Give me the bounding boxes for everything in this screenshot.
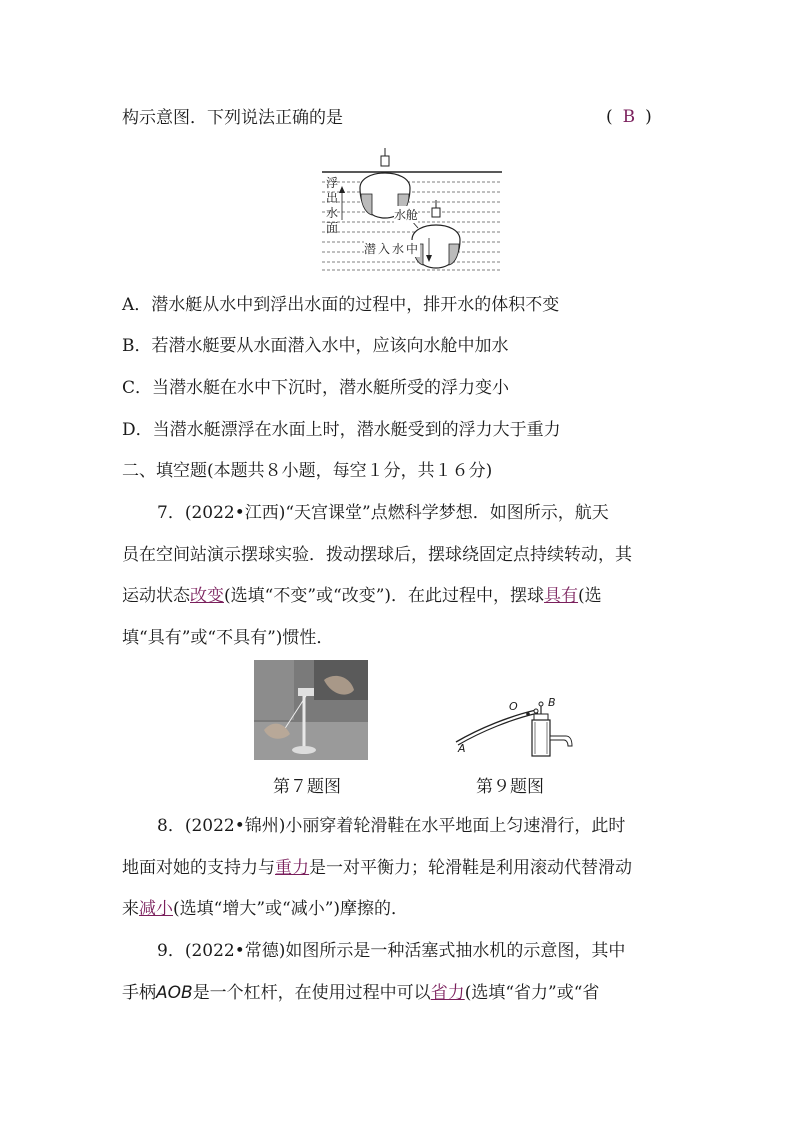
label-dive: 潜入水中 bbox=[364, 242, 421, 256]
q8-line1: 8．(2022•锦州)小丽穿着轮滑鞋在水平地面上匀速滑行，此时 bbox=[157, 816, 626, 836]
section-title: 二、填空题(本题共８小题，每空１分，共１６分) bbox=[122, 461, 493, 481]
q9-line2 bbox=[122, 982, 599, 1004]
label-o: O bbox=[509, 700, 518, 713]
q7-line4: 填“具有”或“不具有”)惯性． bbox=[122, 628, 334, 648]
q9-line1: 9．(2022•常德)如图所示是一种活塞式抽水机的示意图，其中 bbox=[157, 941, 626, 961]
q6-answer bbox=[606, 107, 652, 127]
q8-answer-2: 减小 bbox=[139, 899, 173, 919]
fig7-caption: 第７题图 bbox=[273, 777, 341, 797]
q7-line1: 7．(2022•江西)“天宫课堂”点燃科学梦想．如图所示，航天 bbox=[157, 503, 609, 523]
label-b: B bbox=[548, 696, 556, 709]
q8-text: 来 bbox=[122, 899, 139, 919]
q9-text: 手柄 bbox=[122, 983, 156, 1003]
label-tank: 水舱 bbox=[394, 208, 419, 222]
q8-answer-1: 重力 bbox=[275, 858, 309, 878]
q7-answer-1: 改变 bbox=[190, 586, 224, 606]
q6-option-c: C．当潜水艇在水中下沉时，潜水艇所受的浮力变小 bbox=[122, 378, 510, 398]
submarine-figure bbox=[322, 148, 502, 273]
q6-option-a: A．潜水艇从水中到浮出水面的过程中，排开水的体积不变 bbox=[122, 295, 560, 315]
q7-line2: 员在空间站演示摆球实验．拨动摆球后，摆球绕固定点持续转动，其 bbox=[122, 545, 632, 565]
q6-option-b: B．若潜水艇要从水面潜入水中，应该向水舱中加水 bbox=[122, 336, 509, 356]
q9-aob: AOB bbox=[156, 983, 193, 1003]
pump-figure bbox=[450, 692, 580, 758]
q7-text: 运动状态 bbox=[122, 586, 190, 606]
submarine-submerged bbox=[412, 200, 460, 268]
q9-text: 是一个杠杆，在使用过程中可以 bbox=[192, 983, 431, 1003]
q8-line3 bbox=[122, 898, 408, 920]
q6-stem: 构示意图．下列说法正确的是 bbox=[122, 108, 343, 128]
q7-answer-2: 具有 bbox=[544, 586, 579, 606]
fig9-caption: 第９题图 bbox=[476, 777, 544, 797]
q7-text: (选 bbox=[578, 586, 602, 606]
q9-answer-1: 省力 bbox=[430, 983, 465, 1003]
label-rise: 浮出水面 bbox=[326, 176, 339, 235]
q6-answer-close: ) bbox=[645, 107, 652, 127]
q8-text: (选填“增大”或“减小”)摩擦的． bbox=[173, 899, 409, 919]
label-a: A bbox=[458, 742, 466, 755]
q8-text: 地面对她的支持力与 bbox=[122, 858, 275, 878]
pendulum-photo bbox=[254, 660, 368, 760]
q6-answer-open: ( bbox=[606, 107, 613, 127]
q7-line3 bbox=[122, 585, 602, 607]
q8-text: 是一对平衡力；轮滑鞋是利用滚动代替滑动 bbox=[309, 858, 632, 878]
q8-line2 bbox=[122, 857, 632, 879]
q9-text: (选填“省力”或“省 bbox=[464, 983, 600, 1003]
q6-answer-value: B bbox=[622, 107, 636, 127]
q6-option-d: D．当潜水艇漂浮在水面上时，潜水艇受到的浮力大于重力 bbox=[122, 420, 561, 440]
q7-text: (选填“不变”或“改变”)．在此过程中，摆球 bbox=[224, 586, 545, 606]
